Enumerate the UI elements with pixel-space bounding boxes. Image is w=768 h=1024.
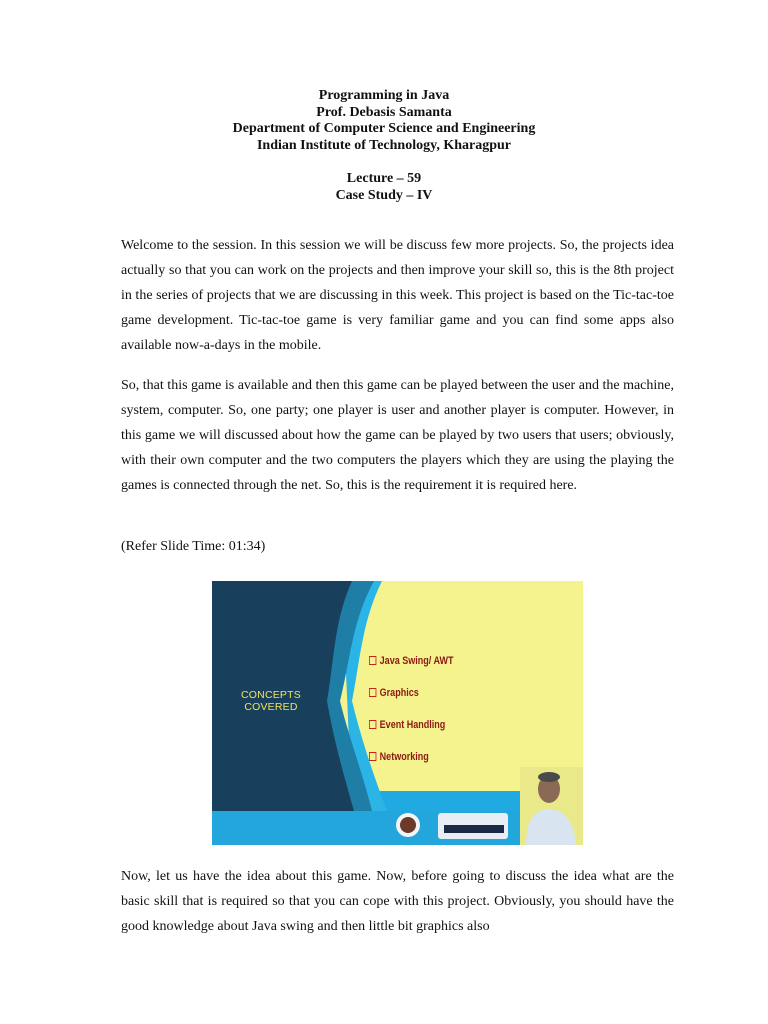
checkbox-icon [369, 656, 376, 665]
slide-bullet: Graphics [369, 687, 419, 699]
lecture-number: Lecture – 59 [346, 171, 422, 186]
checkbox-icon [369, 688, 376, 697]
document-header [0, 88, 768, 154]
paragraph-2: So, that this game is available and then this game can be played between the user and the machine, system, computer. So, one party; one player is user and another player is computer. However, in this game we will discussed about how the game can be played by two users that users; obviously, with their own computer and the two computers the players which they are using the playing the games is connected through the net. So, this is the requirement it is required here. [121, 378, 674, 493]
checkbox-icon [369, 720, 376, 729]
course-title: Programming in Java [318, 88, 450, 103]
slide-background [212, 581, 583, 845]
paragraph-1: Welcome to the session. In this session we will be discuss few more projects. So, the projects idea actually so that you can work on the projects and then improve your skill so, this is the 8th project in the series of projects that we are discussing in this week. This project is based on the Tic-tac-toe game development. Tic-tac-toe game is very familiar game and you can find some apps also available now-a-days in the mobile. [121, 238, 674, 353]
slide-bullet: Event Handling [369, 719, 445, 731]
lecture-topic: Case Study – IV [335, 187, 433, 203]
institute-name: Indian Institute of Technology, Kharagpur [256, 137, 511, 153]
checkbox-icon [369, 752, 376, 761]
professor-name: Prof. Debasis Samanta [316, 104, 452, 120]
lecture-slide-image [212, 581, 583, 845]
paragraph-3: Now, let us have the idea about this game. Now, before going to discuss the idea what are the basic skill that is required so that you can cope with this project. Obviously, you should have the good knowledge about Java swing and then little bit graphics also [121, 869, 674, 934]
department-name: Department of Computer Science and Engineering [232, 121, 536, 136]
slide-title: CONCEPTS COVERED [241, 689, 301, 713]
lecture-header [0, 171, 768, 204]
slide-bullet: Java Swing/ AWT [369, 655, 454, 667]
refer-slide-time: (Refer Slide Time: 01:34) [121, 539, 266, 554]
slide-bullet: Networking [369, 751, 429, 763]
